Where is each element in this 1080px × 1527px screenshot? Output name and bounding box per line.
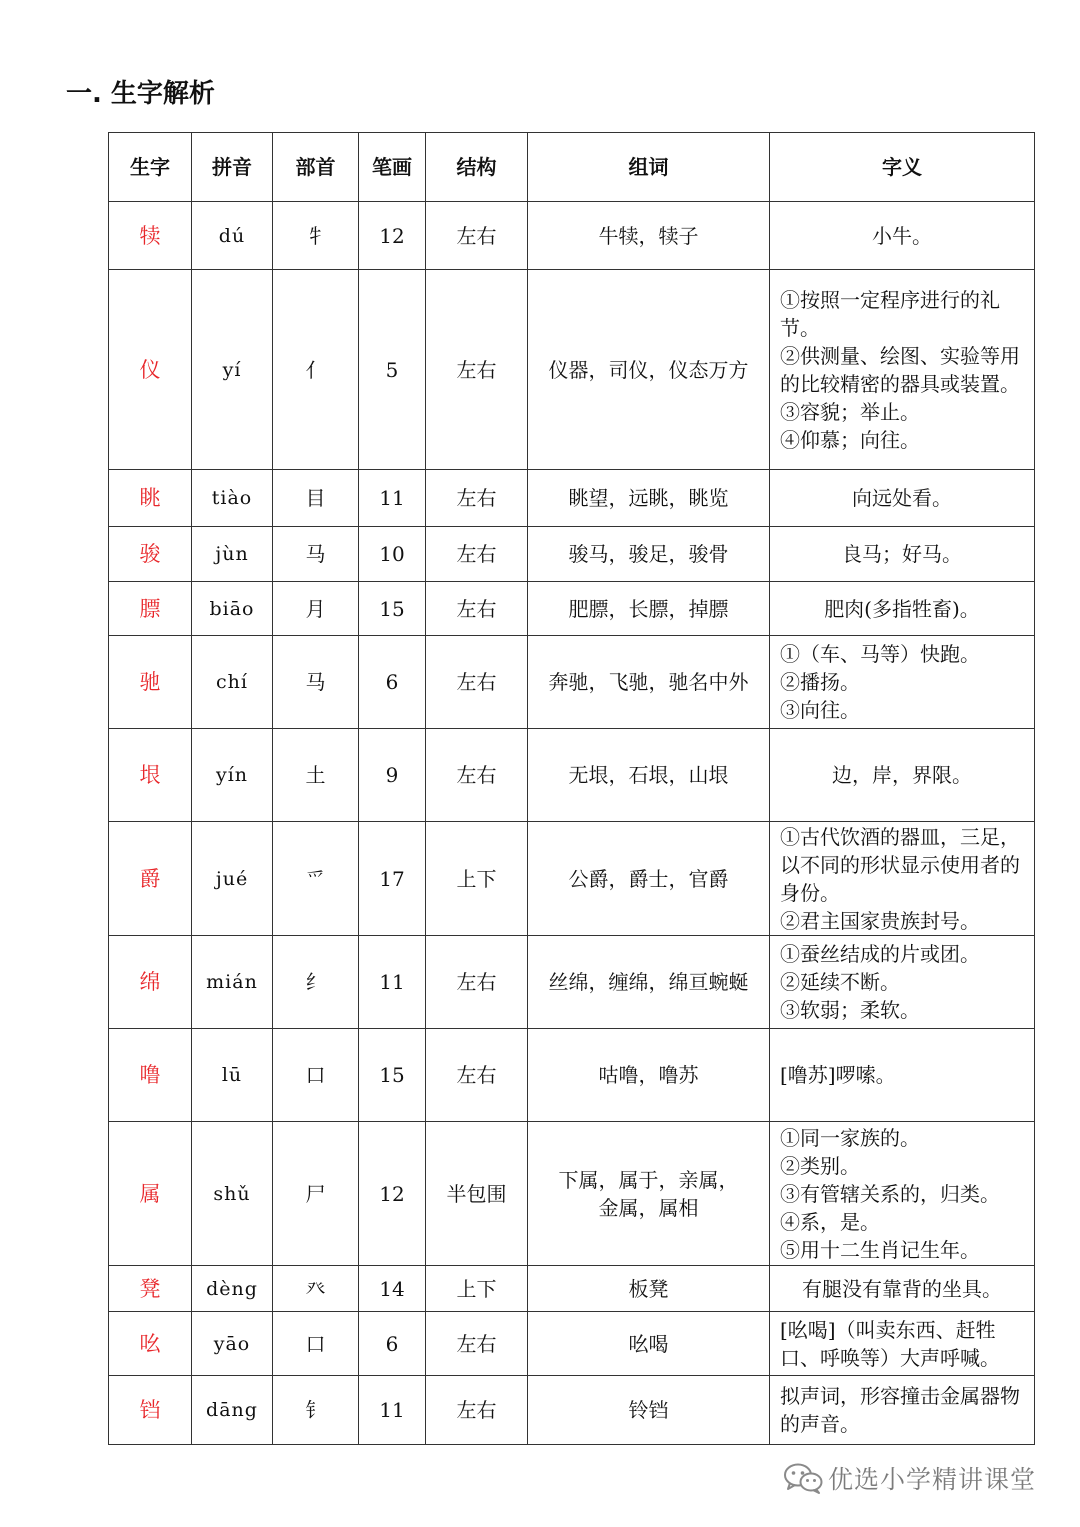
meaning-cell bbox=[770, 527, 1035, 582]
character-cell: 铛 bbox=[109, 1376, 192, 1445]
meaning-cell bbox=[770, 729, 1035, 822]
strokes-cell: 12 bbox=[359, 202, 426, 270]
strokes-cell: 15 bbox=[359, 582, 426, 636]
radical-cell: 纟 bbox=[273, 936, 359, 1029]
table-row bbox=[109, 1029, 1035, 1122]
character-cell: 骏 bbox=[109, 527, 192, 582]
radical-cell: 口 bbox=[273, 1312, 359, 1376]
structure-cell: 左右 bbox=[426, 270, 528, 470]
word-line: 金属，属相 bbox=[598, 1195, 699, 1220]
structure-cell: 左右 bbox=[426, 582, 528, 636]
radical-cell: 爫 bbox=[273, 822, 359, 936]
meaning-cell bbox=[770, 582, 1035, 636]
table-row bbox=[109, 527, 1035, 582]
table-row bbox=[109, 822, 1035, 936]
word-line: 丝绵，缠绵，绵亘蜿蜒 bbox=[548, 970, 749, 994]
words-cell bbox=[528, 729, 770, 822]
pinyin-cell: jué bbox=[192, 822, 273, 936]
meaning-cell bbox=[770, 270, 1035, 470]
meaning-cell bbox=[770, 936, 1035, 1029]
word-line: 无垠，石垠，山垠 bbox=[568, 763, 729, 787]
header-pinyin: 拼音 bbox=[192, 133, 273, 202]
structure-cell: 左右 bbox=[426, 1312, 528, 1376]
words-cell bbox=[528, 1376, 770, 1445]
pinyin-cell: jùn bbox=[192, 527, 273, 582]
meaning-line: ②类别。 bbox=[780, 1153, 860, 1178]
pinyin-cell: mián bbox=[192, 936, 273, 1029]
meaning-line: ①古代饮酒的器皿，三足，以不同的形状显示使用者的身份。 bbox=[780, 824, 1020, 905]
table-row bbox=[109, 1376, 1035, 1445]
table-body bbox=[109, 202, 1035, 1445]
watermark bbox=[782, 1458, 1036, 1498]
header-meaning: 字义 bbox=[770, 133, 1035, 202]
character-cell: 膘 bbox=[109, 582, 192, 636]
structure-cell: 左右 bbox=[426, 636, 528, 729]
word-line: 仪器，司仪，仪态万方 bbox=[548, 357, 749, 382]
pinyin-cell: dú bbox=[192, 202, 273, 270]
meaning-line: 良马；好马。 bbox=[842, 542, 962, 566]
character-cell: 绵 bbox=[109, 936, 192, 1029]
radical-cell: 癶 bbox=[273, 1266, 359, 1312]
structure-cell: 上下 bbox=[426, 822, 528, 936]
meaning-line: ③容貌；举止。 bbox=[780, 399, 920, 424]
meaning-cell bbox=[770, 1266, 1035, 1312]
table-row bbox=[109, 270, 1035, 470]
word-line: 吆喝 bbox=[628, 1331, 669, 1356]
radical-cell: 亻 bbox=[273, 270, 359, 470]
words-cell bbox=[528, 470, 770, 527]
words-cell bbox=[528, 636, 770, 729]
meaning-line: ①同一家族的。 bbox=[780, 1125, 920, 1150]
words-cell bbox=[528, 1122, 770, 1266]
character-cell: 属 bbox=[109, 1122, 192, 1266]
meaning-line: ⑤用十二生肖记生年。 bbox=[780, 1237, 980, 1262]
meaning-line: ②播扬。 bbox=[780, 670, 860, 694]
structure-cell: 左右 bbox=[426, 470, 528, 527]
pinyin-cell: shǔ bbox=[192, 1122, 273, 1266]
words-cell bbox=[528, 527, 770, 582]
structure-cell: 半包围 bbox=[426, 1122, 528, 1266]
character-cell: 爵 bbox=[109, 822, 192, 936]
strokes-cell: 14 bbox=[359, 1266, 426, 1312]
radical-cell: 牜 bbox=[273, 202, 359, 270]
meaning-line: 拟声词，形容撞击金属器物的声音。 bbox=[780, 1384, 1020, 1436]
word-line: 骏马，骏足，骏骨 bbox=[568, 542, 729, 566]
meaning-line: ①（车、马等）快跑。 bbox=[780, 642, 980, 666]
pinyin-cell: yín bbox=[192, 729, 273, 822]
section-title: 一. 生字解析 bbox=[66, 79, 215, 109]
pinyin-cell: dāng bbox=[192, 1376, 273, 1445]
header-words: 组词 bbox=[528, 133, 770, 202]
meaning-cell bbox=[770, 1312, 1035, 1376]
strokes-cell: 11 bbox=[359, 470, 426, 527]
meaning-cell bbox=[770, 1029, 1035, 1122]
character-cell: 凳 bbox=[109, 1266, 192, 1312]
word-line: 牛犊，犊子 bbox=[598, 223, 699, 248]
meaning-line: ③向往。 bbox=[780, 698, 860, 722]
radical-cell: 土 bbox=[273, 729, 359, 822]
table-row bbox=[109, 582, 1035, 636]
meaning-line: [吆喝]（叫卖东西、赶牲口、呼唤等）大声呼喊。 bbox=[780, 1317, 1000, 1370]
words-cell bbox=[528, 270, 770, 470]
meaning-line: 边，岸，界限。 bbox=[832, 763, 972, 787]
wechat-icon bbox=[782, 1462, 824, 1494]
meaning-cell bbox=[770, 1122, 1035, 1266]
words-cell bbox=[528, 1312, 770, 1376]
character-cell: 驰 bbox=[109, 636, 192, 729]
words-cell bbox=[528, 936, 770, 1029]
table-row bbox=[109, 729, 1035, 822]
pinyin-cell: biāo bbox=[192, 582, 273, 636]
strokes-cell: 6 bbox=[359, 636, 426, 729]
structure-cell: 左右 bbox=[426, 202, 528, 270]
header-strokes: 笔画 bbox=[359, 133, 426, 202]
pinyin-cell: chí bbox=[192, 636, 273, 729]
strokes-cell: 15 bbox=[359, 1029, 426, 1122]
strokes-cell: 11 bbox=[359, 1376, 426, 1445]
header-radical: 部首 bbox=[273, 133, 359, 202]
word-line: 公爵，爵士，官爵 bbox=[568, 866, 729, 891]
table-row bbox=[109, 1266, 1035, 1312]
pinyin-cell: lū bbox=[192, 1029, 273, 1122]
table-row bbox=[109, 470, 1035, 527]
word-line: 板凳 bbox=[628, 1276, 669, 1301]
word-line: 眺望，远眺，眺览 bbox=[568, 486, 729, 510]
meaning-cell bbox=[770, 1376, 1035, 1445]
character-cell: 垠 bbox=[109, 729, 192, 822]
character-cell: 仪 bbox=[109, 270, 192, 470]
strokes-cell: 9 bbox=[359, 729, 426, 822]
meaning-cell bbox=[770, 470, 1035, 527]
table-header-row bbox=[109, 133, 1035, 202]
meaning-cell bbox=[770, 822, 1035, 936]
meaning-line: [噜苏]啰嗦。 bbox=[780, 1063, 896, 1087]
meaning-line: ②君主国家贵族封号。 bbox=[780, 908, 980, 933]
character-cell: 吆 bbox=[109, 1312, 192, 1376]
structure-cell: 左右 bbox=[426, 729, 528, 822]
header-char: 生字 bbox=[109, 133, 192, 202]
word-line: 下属，属于，亲属， bbox=[558, 1167, 739, 1192]
word-line: 铃铛 bbox=[628, 1398, 669, 1422]
meaning-line: ②供测量、绘图、实验等用的比较精密的器具或装置。 bbox=[780, 343, 1020, 396]
meaning-line: 肥肉(多指牲畜)。 bbox=[824, 596, 980, 621]
structure-cell: 左右 bbox=[426, 527, 528, 582]
meaning-line: ②延续不断。 bbox=[780, 970, 900, 994]
strokes-cell: 11 bbox=[359, 936, 426, 1029]
meaning-line: ④系，是。 bbox=[780, 1209, 880, 1234]
table-row bbox=[109, 202, 1035, 270]
meaning-cell bbox=[770, 202, 1035, 270]
pinyin-cell: dèng bbox=[192, 1266, 273, 1312]
words-cell bbox=[528, 1029, 770, 1122]
meaning-line: ③软弱；柔软。 bbox=[780, 998, 920, 1022]
meaning-line: 向远处看。 bbox=[852, 486, 952, 510]
radical-cell: 尸 bbox=[273, 1122, 359, 1266]
radical-cell: 月 bbox=[273, 582, 359, 636]
words-cell bbox=[528, 1266, 770, 1312]
character-cell: 眺 bbox=[109, 470, 192, 527]
pinyin-cell: yí bbox=[192, 270, 273, 470]
radical-cell: 马 bbox=[273, 636, 359, 729]
radical-cell: 目 bbox=[273, 470, 359, 527]
strokes-cell: 5 bbox=[359, 270, 426, 470]
header-structure: 结构 bbox=[426, 133, 528, 202]
table-row bbox=[109, 636, 1035, 729]
radical-cell: 钅 bbox=[273, 1376, 359, 1445]
table-row bbox=[109, 1122, 1035, 1266]
table-row bbox=[109, 936, 1035, 1029]
radical-cell: 口 bbox=[273, 1029, 359, 1122]
meaning-line: ①蚕丝结成的片或团。 bbox=[780, 942, 980, 966]
table-row bbox=[109, 1312, 1035, 1376]
structure-cell: 左右 bbox=[426, 1029, 528, 1122]
character-cell: 噜 bbox=[109, 1029, 192, 1122]
strokes-cell: 6 bbox=[359, 1312, 426, 1376]
strokes-cell: 12 bbox=[359, 1122, 426, 1266]
meaning-line: ①按照一定程序进行的礼节。 bbox=[780, 287, 1000, 340]
meaning-line: ③有管辖关系的，归类。 bbox=[780, 1181, 1000, 1206]
meaning-cell bbox=[770, 636, 1035, 729]
pinyin-cell: yāo bbox=[192, 1312, 273, 1376]
structure-cell: 上下 bbox=[426, 1266, 528, 1312]
words-cell bbox=[528, 582, 770, 636]
words-cell bbox=[528, 202, 770, 270]
character-table bbox=[108, 132, 1035, 1445]
word-line: 肥膘，长膘，掉膘 bbox=[568, 596, 729, 621]
meaning-line: ④仰慕；向往。 bbox=[780, 427, 920, 452]
word-line: 咕噜，噜苏 bbox=[598, 1063, 699, 1087]
watermark-text: 优选小学精讲课堂 bbox=[828, 1465, 1037, 1494]
radical-cell: 马 bbox=[273, 527, 359, 582]
structure-cell: 左右 bbox=[426, 1376, 528, 1445]
word-line: 奔驰，飞驰，驰名中外 bbox=[548, 670, 749, 694]
character-cell: 犊 bbox=[109, 202, 192, 270]
pinyin-cell: tiào bbox=[192, 470, 273, 527]
words-cell bbox=[528, 822, 770, 936]
strokes-cell: 10 bbox=[359, 527, 426, 582]
structure-cell: 左右 bbox=[426, 936, 528, 1029]
strokes-cell: 17 bbox=[359, 822, 426, 936]
meaning-line: 小牛。 bbox=[872, 223, 932, 248]
meaning-line: 有腿没有靠背的坐具。 bbox=[802, 1276, 1002, 1301]
